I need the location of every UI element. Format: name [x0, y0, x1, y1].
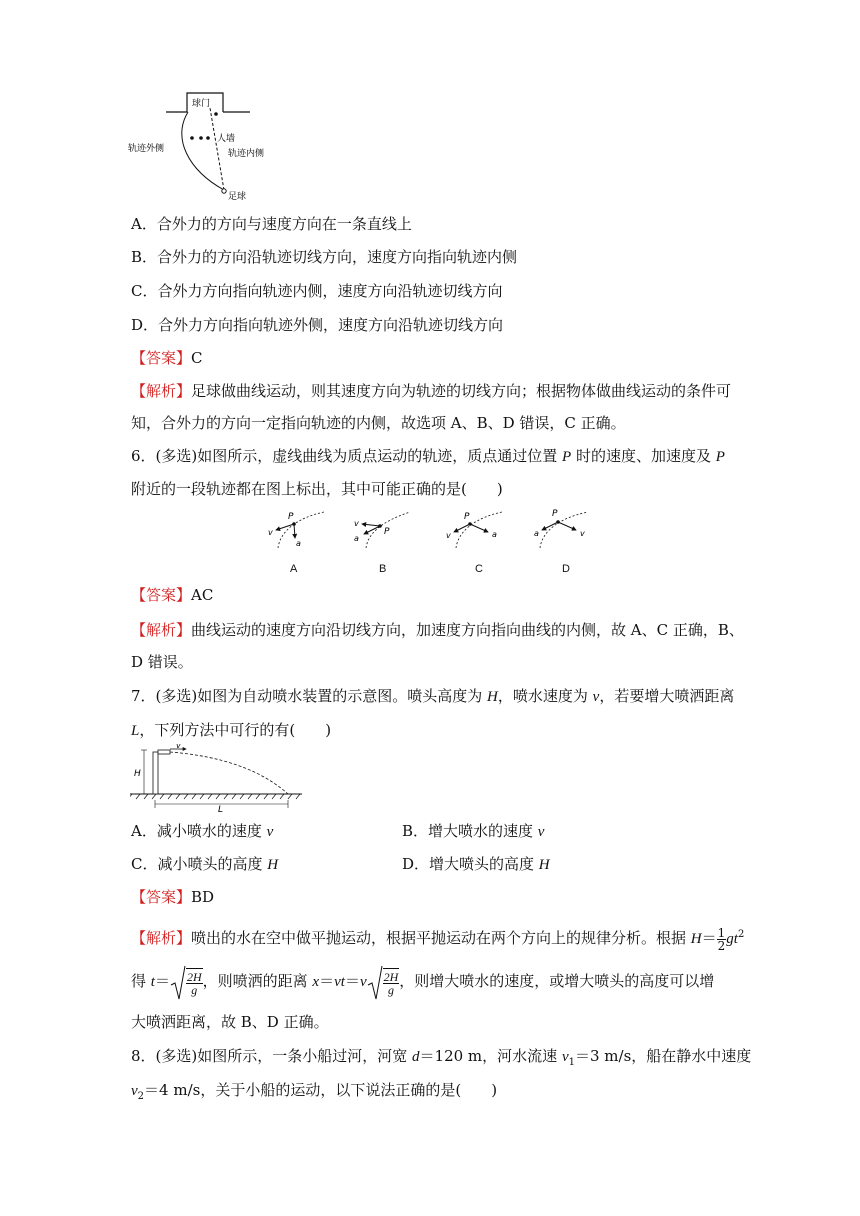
- svg-text:v: v: [176, 744, 181, 750]
- svg-text:v: v: [580, 529, 585, 538]
- sprinkler-figure: [130, 744, 305, 812]
- wall-label: 人墙: [217, 134, 236, 144]
- q6-analysis-line2: D 错误。: [131, 653, 193, 671]
- option-b-diagram: [354, 512, 410, 548]
- option-a-diagram: [268, 512, 324, 548]
- q7-stem-line2: L，下列方法中可行的有( ): [131, 721, 332, 739]
- svg-text:a: a: [492, 530, 497, 539]
- q6-answer: 【答案】AC: [131, 586, 214, 604]
- q8-stem-line2: $v_2=4$ m/s，关于小船的运动，以下说法正确的是( ): [131, 1081, 498, 1102]
- svg-text:P: P: [552, 509, 558, 519]
- q7-option-a: A．减小喷水的速度 v: [131, 822, 274, 840]
- q6-caption-a: A: [290, 563, 298, 575]
- inner-side-label: 轨迹内侧: [228, 149, 265, 159]
- q6-caption-d: D: [562, 563, 570, 575]
- q5-option-c: C．合外力方向指向轨迹内侧，速度方向沿轨迹切线方向: [131, 282, 503, 300]
- q6-figure: [262, 504, 602, 556]
- q7-stem-line1: 7．(多选)如图为自动喷水装置的示意图。喷头高度为 H，喷水速度为 v，若要增大喷洒距离: [131, 687, 735, 705]
- option-c-diagram: [446, 512, 502, 548]
- q6-analysis-line1: 【解析】曲线运动的速度方向沿切线方向，加速度方向指向曲线的内侧，故 A、C 正确，B、: [131, 621, 744, 639]
- answer-value: C: [191, 349, 203, 367]
- q7-option-d: D．增大喷头的高度 H: [402, 855, 550, 873]
- q6-caption-b: B: [379, 563, 387, 575]
- svg-text:H: H: [134, 769, 141, 779]
- half-fraction: $\frac{1}{2}$: [717, 925, 726, 953]
- svg-text:P: P: [384, 527, 390, 537]
- ball-label: 足球: [228, 192, 247, 202]
- football-trajectory-figure: [128, 90, 278, 202]
- svg-text:a: a: [296, 539, 301, 548]
- q7-analysis-line2: 得 t＝ $\frac{2H}{g}$，则喷洒的距离 x＝vt＝v $\frac{2H}{g}$，则增大喷水的速度，或增大喷头的高度可以增: [131, 968, 714, 996]
- q6-caption-c: C: [475, 563, 483, 575]
- svg-text:v: v: [354, 519, 359, 528]
- sqrt-2h-over-g-2: $\frac{2H}{g}$: [367, 968, 400, 996]
- q7-analysis-line3: 大喷洒距离，故 B、D 正确。: [131, 1013, 329, 1031]
- q5-answer: [131, 348, 203, 368]
- svg-text:P: P: [464, 512, 470, 522]
- svg-text:a: a: [354, 534, 359, 543]
- q6-stem-line2: 附近的一段轨迹都在图上标出，其中可能正确的是( ): [131, 480, 503, 498]
- svg-text:v: v: [268, 528, 273, 537]
- analysis-tag: 【解析】: [131, 382, 192, 400]
- goal-label: 球门: [192, 99, 211, 109]
- q5-analysis-line2: 知，合外力的方向一定指向轨迹的内侧，故选项 A、B、D 错误，C 正确。: [131, 414, 626, 432]
- q6-stem-line1: 6．(多选)如图所示，虚线曲线为质点运动的轨迹，质点通过位置 P 时的速度、加速度及 P: [131, 447, 725, 465]
- svg-text:P: P: [288, 512, 294, 522]
- q5-option-a: A．合外力的方向与速度方向在一条直线上: [131, 215, 412, 233]
- option-d-diagram: [534, 509, 588, 548]
- answer-tag: 【答案】: [131, 349, 192, 367]
- q5-option-d: D．合外力方向指向轨迹外侧，速度方向沿轨迹切线方向: [131, 316, 504, 334]
- outer-side-label: 轨迹外侧: [128, 144, 165, 154]
- svg-text:L: L: [218, 805, 224, 812]
- svg-text:a: a: [534, 529, 539, 538]
- q7-answer: 【答案】BD: [131, 888, 215, 906]
- q5-option-b: B．合外力的方向沿轨迹切线方向，速度方向指向轨迹内侧: [131, 248, 518, 266]
- q7-option-b: B．增大喷水的速度 v: [402, 822, 545, 840]
- q5-analysis-line1: 【解析】足球做曲线运动，则其速度方向为轨迹的切线方向；根据物体做曲线运动的条件可: [131, 382, 732, 400]
- svg-text:v: v: [446, 531, 451, 540]
- q8-stem-line1: 8．(多选)如图所示，一条小船过河，河宽 d＝120 m，河水流速 $v_1=3$ m/s，船在静水中速度: [131, 1047, 752, 1068]
- q7-analysis-line1: 【解析】喷出的水在空中做平抛运动，根据平抛运动在两个方向上的规律分析。根据 H＝ $\frac{1}{2}$ $gt^2$: [131, 925, 745, 953]
- q7-option-c: C．减小喷头的高度 H: [131, 855, 279, 873]
- sqrt-2h-over-g-1: $\frac{2H}{g}$: [170, 968, 203, 996]
